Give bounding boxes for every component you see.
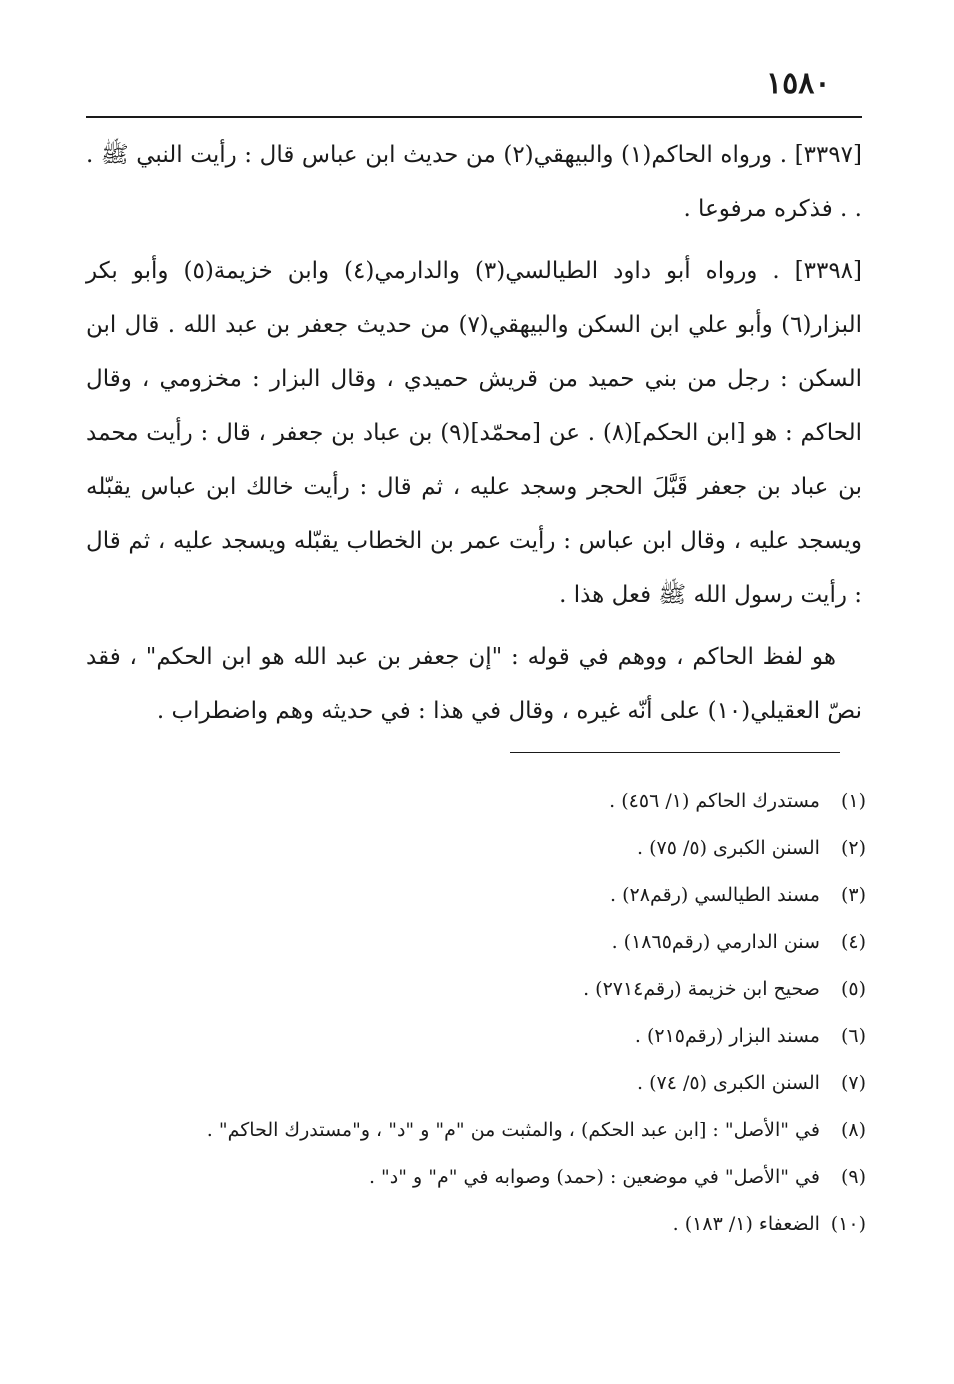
page-number: ١٥٨٠ xyxy=(766,66,831,101)
footnote-text: مسند البزار (رقم٢١٥) . xyxy=(634,1025,820,1047)
footnote-text: مسند الطيالسي (رقم٢٨) . xyxy=(610,884,820,906)
main-text xyxy=(86,128,862,746)
footnote-number: (٣) xyxy=(840,884,866,906)
footnote-item xyxy=(86,1201,866,1248)
header-rule xyxy=(86,116,862,118)
paragraph-3397: [٣٣٩٧] . ورواه الحاكم(١) والبيهقي(٢) من حديث ابن عباس قال : رأيت النبي ﷺ . . . فذكره مرفوعا . xyxy=(86,142,862,222)
footnote-text: السنن الكبرى (٥/ ٧٥) . xyxy=(637,837,820,859)
footnote-item xyxy=(86,872,866,919)
footnote-number: (٢) xyxy=(840,837,866,859)
footnote-text: السنن الكبرى (٥/ ٧٤) . xyxy=(637,1072,820,1094)
footnote-text: سنن الدارمي (رقم١٨٦٥) . xyxy=(611,931,820,953)
footnote-item xyxy=(86,1013,866,1060)
footnote-item xyxy=(86,825,866,872)
footnote-item xyxy=(86,966,866,1013)
footnote-text: في "الأصل" في موضعين : (حمد) وصوابه في "م" و "د" . xyxy=(368,1166,820,1188)
footnote-number: (٧) xyxy=(840,1072,866,1094)
paragraph-3398: [٣٣٩٨] . ورواه أبو داود الطيالسي(٣) والدارمي(٤) وابن خزيمة(٥) وأبو بكر البزار(٦) وأبو علي ابن السكن والبيهقي(٧) من حديث جعفر بن عبد الله . قال ابن السكن : رجل من بني حميد من قريش حميدي ، وقال البزار : مخزومي ، وقال الحاكم : هو [ابن الحكم](٨) . عن [محمّد](٩) بن عباد بن جعفر ، قال : رأيت محمد بن عباد بن جعفر قَبَّلَ الحجر وسجد عليه ، ثم قال : رأيت خالك ابن عباس يقبّله ويسجد عليه ، وقال ابن عباس : رأيت عمر بن الخطاب يقبّله ويسجد عليه ، ثم قال : رأيت رسول الله ﷺ فعل هذا . xyxy=(86,258,863,608)
footnote-number: (٩) xyxy=(840,1166,866,1188)
footnote-item xyxy=(86,778,866,825)
footnote-text: مستدرك الحاكم (١/ ٤٥٦) . xyxy=(609,790,820,812)
footnote-text: صحيح ابن خزيمة (رقم٢٧١٤) . xyxy=(583,978,820,1000)
footnote-number: (٤) xyxy=(840,931,866,953)
footnote-separator xyxy=(510,752,840,753)
footnote-text: في "الأصل" : [ابن عبد الحكم) ، والمثبت من "م" و "د" ، و"مستدرك الحاكم" . xyxy=(206,1119,820,1141)
footnote-number: (١) xyxy=(840,790,866,812)
footnotes xyxy=(86,778,866,1248)
footnote-number: (٨) xyxy=(840,1119,866,1141)
footnote-item xyxy=(86,919,866,966)
footnote-number: (٦) xyxy=(840,1025,866,1047)
paragraph-commentary: هو لفظ الحاكم ، ووهم في قوله : "إن جعفر بن عبد الله هو ابن الحكم" ، فقد نصّ العقيلي(١٠) على أنّه غيره ، وقال في هذا : في حديثه وهم واضطراب . xyxy=(86,644,862,724)
footnote-item xyxy=(86,1060,866,1107)
footnote-text: الضعفاء (١/ ١٨٣) . xyxy=(672,1213,820,1235)
footnote-item xyxy=(86,1107,866,1154)
footnote-number: (١٠) xyxy=(830,1213,866,1235)
footnote-item xyxy=(86,1154,866,1201)
footnote-number: (٥) xyxy=(840,978,866,1000)
